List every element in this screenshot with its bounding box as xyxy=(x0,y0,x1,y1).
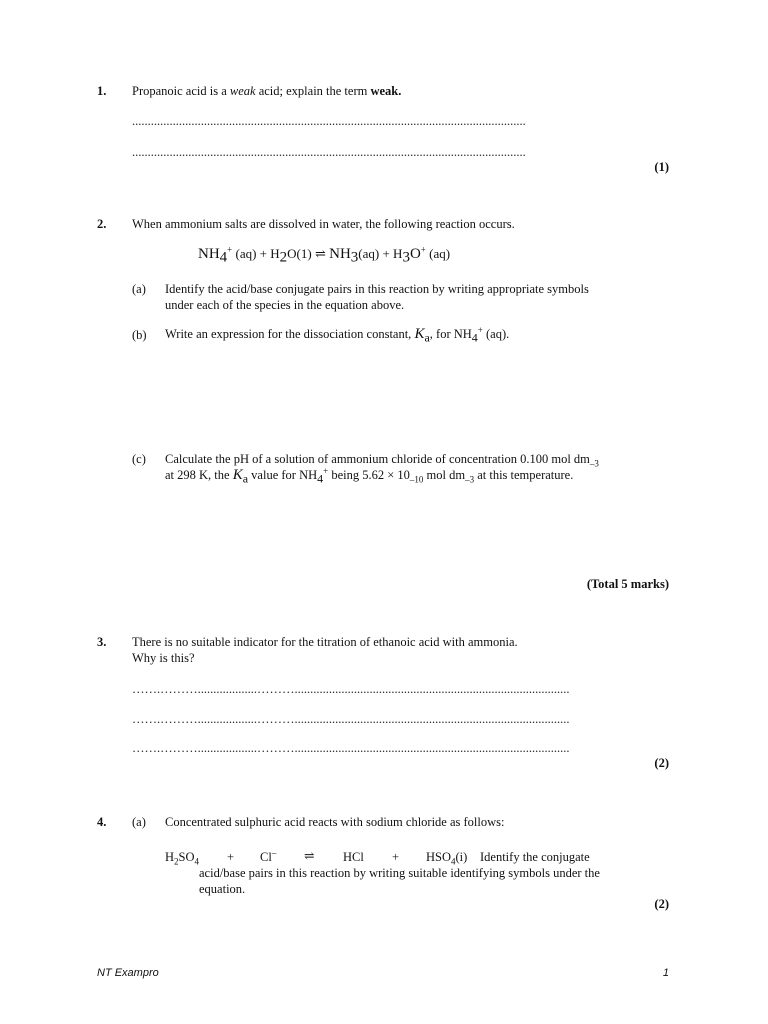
q4-plus-1: + xyxy=(227,850,235,864)
q2c-line1-exp: –3 xyxy=(589,458,599,469)
eq-cl-sup: – xyxy=(271,847,277,858)
eq-o-l: O(1) xyxy=(287,246,312,261)
q2a-line-1: Identify the acid/base conjugate pairs in this reaction by writing appropriate symbols xyxy=(165,282,589,296)
footer-page-number: 1 xyxy=(662,967,669,979)
q2c-nh4-sup: + xyxy=(323,465,329,476)
q3-number: 3. xyxy=(97,635,107,649)
eq-nh3-sub: 3 xyxy=(350,249,359,266)
q2b-text-a: Write an expression for the dissociation constant, xyxy=(165,327,412,341)
equilibrium-arrow-icon: ⇌ xyxy=(314,246,326,261)
q2b-k: K xyxy=(414,326,425,342)
q4-hcl: HCl xyxy=(343,850,364,864)
q1-text-a: Propanoic acid is a xyxy=(132,84,227,98)
q4-marks: (2) xyxy=(654,897,669,911)
q2c-exp2: –3 xyxy=(465,474,475,485)
q2c-exp1: –10 xyxy=(409,474,424,485)
q2c-line2-b: value for NH xyxy=(251,468,318,482)
q4-equilibrium-arrow-icon: ⇌ xyxy=(304,849,315,863)
q4-chloride xyxy=(260,847,277,865)
q4-hso4 xyxy=(426,850,467,865)
q1-number: 1. xyxy=(97,84,107,98)
q2c-line2-e: at this temperature. xyxy=(477,468,574,482)
q2c-line-2 xyxy=(165,467,573,484)
q2-intro: When ammonium salts are dissolved in water, the following reaction occurs. xyxy=(132,217,515,231)
eq-h2so4-so: SO xyxy=(178,850,195,864)
q4a-text: Concentrated sulphuric acid reacts with sodium chloride as follows: xyxy=(165,815,505,829)
eq-nh4-sub: 4 xyxy=(219,249,228,266)
eq-h3o-sub: 3 xyxy=(402,249,410,266)
eq-aq2: (aq) + H xyxy=(358,246,403,261)
q1-answer-line-2: .............................................................................................................................. xyxy=(132,145,526,159)
eq-h2so4-h: H xyxy=(165,850,175,864)
q1-answer-line-1: .............................................................................................................................. xyxy=(132,114,526,128)
q4a-label: (a) xyxy=(132,815,146,829)
q2c-line2-d: mol dm xyxy=(426,468,466,482)
q1-weak-italic: weak xyxy=(229,84,256,98)
eq-aq3: (aq) xyxy=(429,246,451,261)
eq-cl: Cl xyxy=(260,850,272,864)
q2c-line-1 xyxy=(165,452,599,467)
eq-aq1: (aq) + H xyxy=(235,246,280,261)
q2-total-marks: (Total 5 marks) xyxy=(586,577,669,591)
q3-answer-line-2: …….………...................………........................................................................................ xyxy=(132,712,570,726)
eq-nh4-sup: + xyxy=(227,244,233,255)
q1-weak-bold: weak. xyxy=(370,84,402,98)
eq-h2so4-sub2: 4 xyxy=(194,856,200,867)
q2c-label: (c) xyxy=(132,452,146,466)
q4-number: 4. xyxy=(97,815,107,829)
eq-h3o-sup: + xyxy=(420,244,426,255)
footer-publisher: NT Exampro xyxy=(97,967,159,979)
eq-h2o-sub: 2 xyxy=(279,249,288,266)
q2c-k: K xyxy=(232,467,243,483)
q3-marks: (2) xyxy=(654,756,669,770)
q2c-line2-a: at 298 K, the xyxy=(165,468,230,482)
q2a-label: (a) xyxy=(132,282,146,296)
eq-hso4-state: (i) xyxy=(455,850,468,864)
eq-nh4: NH xyxy=(198,246,220,262)
q1-text-b: acid; explain the term xyxy=(258,84,368,98)
eq-hso4-sub: 4 xyxy=(451,856,456,867)
q2b-nh4-sup: + xyxy=(477,324,483,335)
eq-nh3: NH xyxy=(329,246,351,262)
q4-equation-h2so4 xyxy=(165,850,199,865)
q1-marks: (1) xyxy=(654,160,669,174)
q2b-text xyxy=(165,326,509,343)
q4-instruction-3: equation. xyxy=(199,882,246,896)
q2b-k-sub: a xyxy=(424,330,430,345)
eq-hso4: HSO xyxy=(426,850,452,864)
q2b-text-b: , for NH xyxy=(429,327,472,341)
q3-answer-line-1: …….………...................………........................................................................................ xyxy=(132,682,570,696)
q2b-nh4-sub: 4 xyxy=(471,330,478,345)
q2c-line1-text: Calculate the pH of a solution of ammonium chloride of concentration 0.100 mol dm xyxy=(165,452,590,466)
q2b-label: (b) xyxy=(132,328,147,342)
q3-answer-line-3: …….………...................………........................................................................................ xyxy=(132,741,570,755)
q4-instruction-1: Identify the conjugate xyxy=(480,850,590,864)
q2c-k-sub: a xyxy=(242,471,249,486)
q4-instruction-2: acid/base pairs in this reaction by writing suitable identifying symbols under the xyxy=(199,866,600,880)
q3-line-1: There is no suitable indicator for the titration of ethanoic acid with ammonia. xyxy=(132,635,518,649)
q1-question xyxy=(132,84,401,99)
q4-plus-2: + xyxy=(392,850,400,864)
eq-h2so4-sub1: 2 xyxy=(174,856,179,867)
q2-number: 2. xyxy=(97,217,107,231)
q2c-line2-c: being 5.62 × 10 xyxy=(331,468,410,482)
eq-o: O xyxy=(409,246,421,262)
q2b-text-c: (aq). xyxy=(486,327,510,341)
q3-line-2: Why is this? xyxy=(132,651,195,665)
q2a-line-2: under each of the species in the equation above. xyxy=(165,298,405,312)
q2c-nh4-sub: 4 xyxy=(317,471,324,486)
q2-equation xyxy=(198,244,451,266)
